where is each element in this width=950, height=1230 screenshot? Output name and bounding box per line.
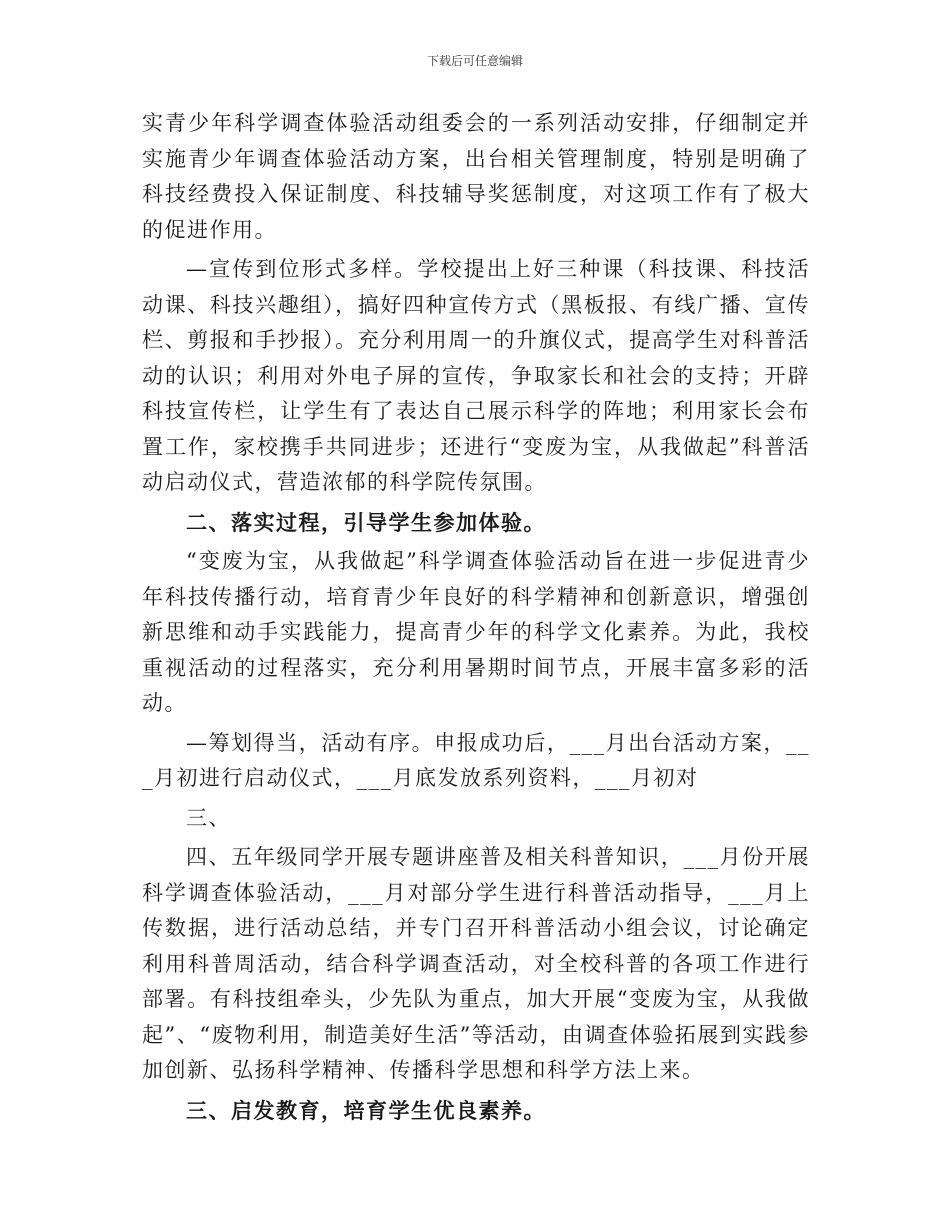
- page-header: 下载后可任意编辑: [426, 54, 523, 68]
- document-body: [142, 106, 810, 1128]
- paragraph-6: 四、五年级同学开展专题讲座普及相关科普知识，___月份开展科学调查体验活动，___月对部分学生进行科普活动指导，___月上传数据，进行活动总结，并专门召开科普活动小组会议，讨论确定利用科普周活动，结合科学调查活动，对全校科普的各项工作进行部署。有科技组牵头，少先队为重点，加大开展“变废为宝，从我做起”、“废物利用，制造美好生活”等活动，由调查体验拓展到实践参加创新、弘扬科学精神、传播科学思想和科学方法上来。: [142, 845, 810, 1082]
- paragraph-4: —筹划得当，活动有序。申报成功后，___月出台活动方案，___月初进行启动仪式，___月底发放系列资料，___月初对: [142, 730, 810, 790]
- paragraph-5: 三、: [186, 805, 231, 830]
- section-heading-2: 二、落实过程，引导学生参加体验。: [186, 509, 546, 535]
- paragraph-1: 实青少年科学调查体验活动组委会的一系列活动安排，仔细制定并实施青少年调查体验活动方案，出台相关管理制度，特别是明确了科技经费投入保证制度、科技辅导奖惩制度，对这项工作有了极大的促进作用。: [142, 111, 810, 242]
- paragraph-3: “变废为宝，从我做起”科学调查体验活动旨在进一步促进青少年科技传播行动，培育青少年良好的科学精神和创新意识，增强创新思维和动手实践能力，提高青少年的科学文化素养。为此，我校重视活动的过程落实，充分利用暑期时间节点，开展丰富多彩的活动。: [142, 549, 810, 715]
- paragraph-2: —宣传到位形式多样。学校提出上好三种课（科技课、科技活动课、科技兴趣组），搞好四种宣传方式（黑板报、有线广播、宣传栏、剪报和手抄报）。充分利用周一的升旗仪式，提高学生对科普活动的认识；利用对外电子屏的宣传，争取家长和社会的支持；开辟科技宣传栏，让学生有了表达自己展示科学的阵地；利用家长会布置工作，家校携手共同进步；还进行“变废为宝，从我做起”科普活动启动仪式，营造浓郁的科学院传氛围。: [142, 257, 810, 494]
- section-heading-3: 三、启发教育，培育学生优良素养。: [186, 1097, 546, 1123]
